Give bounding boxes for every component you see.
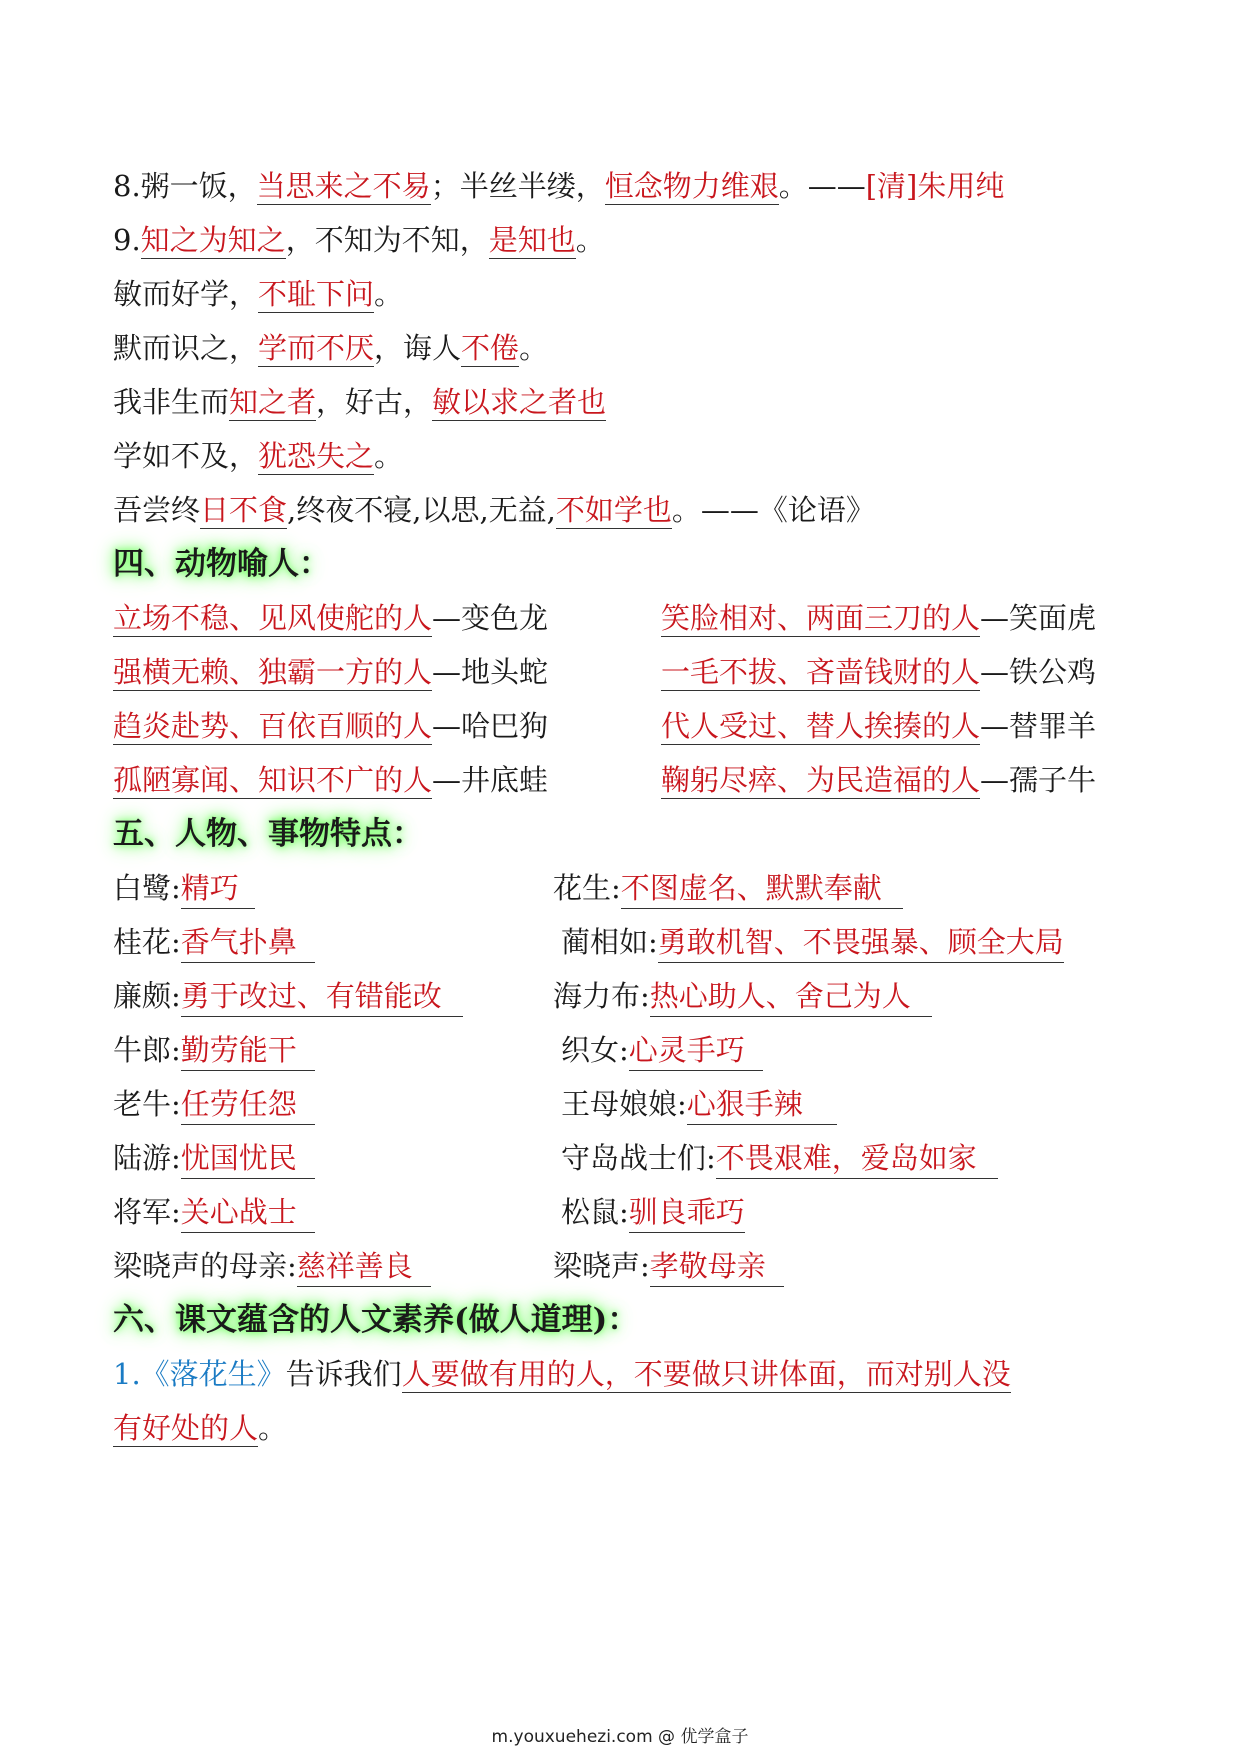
animal-item	[113, 652, 548, 692]
text: 。	[374, 277, 404, 311]
trait-item	[553, 1246, 784, 1287]
animal-item	[113, 706, 548, 746]
text: 吾尝终	[113, 493, 201, 527]
quote-line-10	[113, 274, 403, 314]
section-heading-5: 五、人物、事物特点：	[113, 816, 423, 852]
text: 廉颇:	[113, 979, 181, 1013]
text: 。——	[778, 169, 866, 203]
quote-line-13	[113, 436, 403, 476]
trait-item	[561, 1192, 745, 1233]
animal-item	[661, 652, 1096, 692]
text: —地头蛇	[432, 655, 549, 689]
trait-item	[113, 1246, 431, 1287]
text: 老牛:	[113, 1087, 181, 1121]
quote-line-14	[113, 490, 875, 530]
moral-item-1	[113, 1354, 1011, 1394]
text: —变色龙	[432, 601, 549, 635]
answer: 关心战士	[181, 1192, 315, 1233]
answer: 精巧	[181, 868, 255, 909]
moral-item-1-cont	[113, 1408, 287, 1448]
text: —孺子牛	[980, 763, 1097, 797]
answer: 一毛不拔、吝啬钱财的人	[661, 655, 981, 689]
text: 梁晓声:	[553, 1249, 650, 1283]
text: 织女:	[561, 1033, 629, 1067]
lesson-title: 1.《落花生》	[113, 1357, 286, 1391]
animal-item	[661, 706, 1096, 746]
text: 白鹭:	[113, 871, 181, 905]
trait-item	[561, 1084, 837, 1125]
trait-item	[561, 1138, 998, 1179]
answer: 不耻下问	[258, 277, 375, 311]
trait-item	[553, 868, 903, 909]
answer: 孝敬母亲	[650, 1246, 784, 1287]
trait-item	[113, 922, 315, 963]
answer: 学而不厌	[258, 331, 375, 365]
text: 9.	[113, 223, 141, 257]
answer: 驯良乖巧	[629, 1192, 745, 1233]
answer: 当思来之不易	[256, 169, 431, 203]
answer: 勇敢机智、不畏强暴、顾全大局	[658, 922, 1064, 963]
answer: 知之者	[229, 385, 317, 419]
trait-item	[561, 922, 1064, 963]
quote-line-9	[113, 220, 605, 260]
trait-item	[113, 1030, 315, 1071]
text: 将军:	[113, 1195, 181, 1229]
text: 告诉我们	[285, 1357, 402, 1391]
text: —替罪羊	[980, 709, 1097, 743]
text: 敏而好学，	[113, 277, 259, 311]
answer: 任劳任怨	[181, 1084, 315, 1125]
footer-watermark: m.youxuehezi.com @ 优学盒子	[491, 1727, 749, 1747]
text: 。——《论语》	[671, 493, 875, 527]
text: ,终夜不寝,以思,无益,	[287, 493, 556, 527]
answer: 知之为知之	[140, 223, 286, 257]
answer: 不畏艰难，爱岛如家	[716, 1138, 998, 1179]
text: 8.粥一饭，	[113, 169, 257, 203]
answer: 是知也	[488, 223, 576, 257]
answer: 强横无赖、独霸一方的人	[113, 655, 433, 689]
trait-item	[553, 976, 932, 1017]
text: 蔺相如:	[561, 925, 658, 959]
text: 默而识之，	[113, 331, 259, 365]
animal-item	[661, 598, 1096, 638]
text: 学如不及，	[113, 439, 259, 473]
text: ，不知为不知，	[285, 223, 489, 257]
answer: 孤陋寡闻、知识不广的人	[113, 763, 433, 797]
answer: 恒念物力维艰	[604, 169, 779, 203]
text: 。	[519, 331, 549, 365]
animal-item	[661, 760, 1096, 800]
text: 桂花:	[113, 925, 181, 959]
quote-line-12	[113, 382, 606, 422]
answer: 立场不稳、见风使舵的人	[113, 601, 433, 635]
text: 。	[575, 223, 605, 257]
trait-item	[113, 976, 463, 1017]
text: —井底蛙	[432, 763, 549, 797]
text: 花生:	[553, 871, 621, 905]
trait-item	[113, 868, 255, 909]
answer: 心狠手辣	[687, 1084, 837, 1125]
answer: 敏以求之者也	[432, 385, 607, 419]
trait-item	[561, 1030, 763, 1071]
author: [清]朱用纯	[865, 169, 1005, 203]
answer: 人要做有用的人，不要做只讲体面，而对别人没	[401, 1357, 1011, 1391]
text: 。	[258, 1411, 288, 1445]
answer: 趋炎赴势、百依百顺的人	[113, 709, 433, 743]
text: 守岛战士们:	[561, 1141, 716, 1175]
text: —哈巴狗	[432, 709, 549, 743]
quote-line-8	[113, 166, 1004, 206]
answer: 勤劳能干	[181, 1030, 315, 1071]
trait-item	[113, 1084, 315, 1125]
answer: 热心助人、舍己为人	[650, 976, 932, 1017]
answer: 慈祥善良	[297, 1246, 431, 1287]
answer: 香气扑鼻	[181, 922, 315, 963]
section-heading-4: 四、动物喻人：	[113, 546, 330, 582]
text: 王母娘娘:	[561, 1087, 687, 1121]
text: 牛郎:	[113, 1033, 181, 1067]
answer: 不倦	[461, 331, 520, 365]
text: 松鼠:	[561, 1195, 629, 1229]
answer: 鞠躬尽瘁、为民造福的人	[661, 763, 981, 797]
animal-item	[113, 598, 548, 638]
trait-item	[113, 1138, 315, 1179]
text: 。	[374, 439, 404, 473]
text: ，好古，	[316, 385, 433, 419]
answer: 忧国忧民	[181, 1138, 315, 1179]
answer: 心灵手巧	[629, 1030, 763, 1071]
text: 我非生而	[113, 385, 230, 419]
text: 海力布:	[553, 979, 650, 1013]
answer: 犹恐失之	[258, 439, 375, 473]
answer: 笑脸相对、两面三刀的人	[661, 601, 981, 635]
text: 陆游:	[113, 1141, 181, 1175]
answer: 不如学也	[555, 493, 672, 527]
answer: 不图虚名、默默奉献	[621, 868, 903, 909]
answer: 日不食	[200, 493, 288, 527]
answer: 代人受过、替人挨揍的人	[661, 709, 981, 743]
text: 梁晓声的母亲:	[113, 1249, 297, 1283]
text: —铁公鸡	[980, 655, 1097, 689]
text: —笑面虎	[980, 601, 1097, 635]
text: ；半丝半缕，	[430, 169, 605, 203]
answer: 勇于改过、有错能改	[181, 976, 463, 1017]
answer: 有好处的人	[113, 1411, 259, 1445]
quote-line-11	[113, 328, 548, 368]
trait-item	[113, 1192, 315, 1233]
animal-item	[113, 760, 548, 800]
text: ，诲人	[374, 331, 462, 365]
section-heading-6: 六、课文蕴含的人文素养(做人道理)：	[113, 1302, 639, 1338]
